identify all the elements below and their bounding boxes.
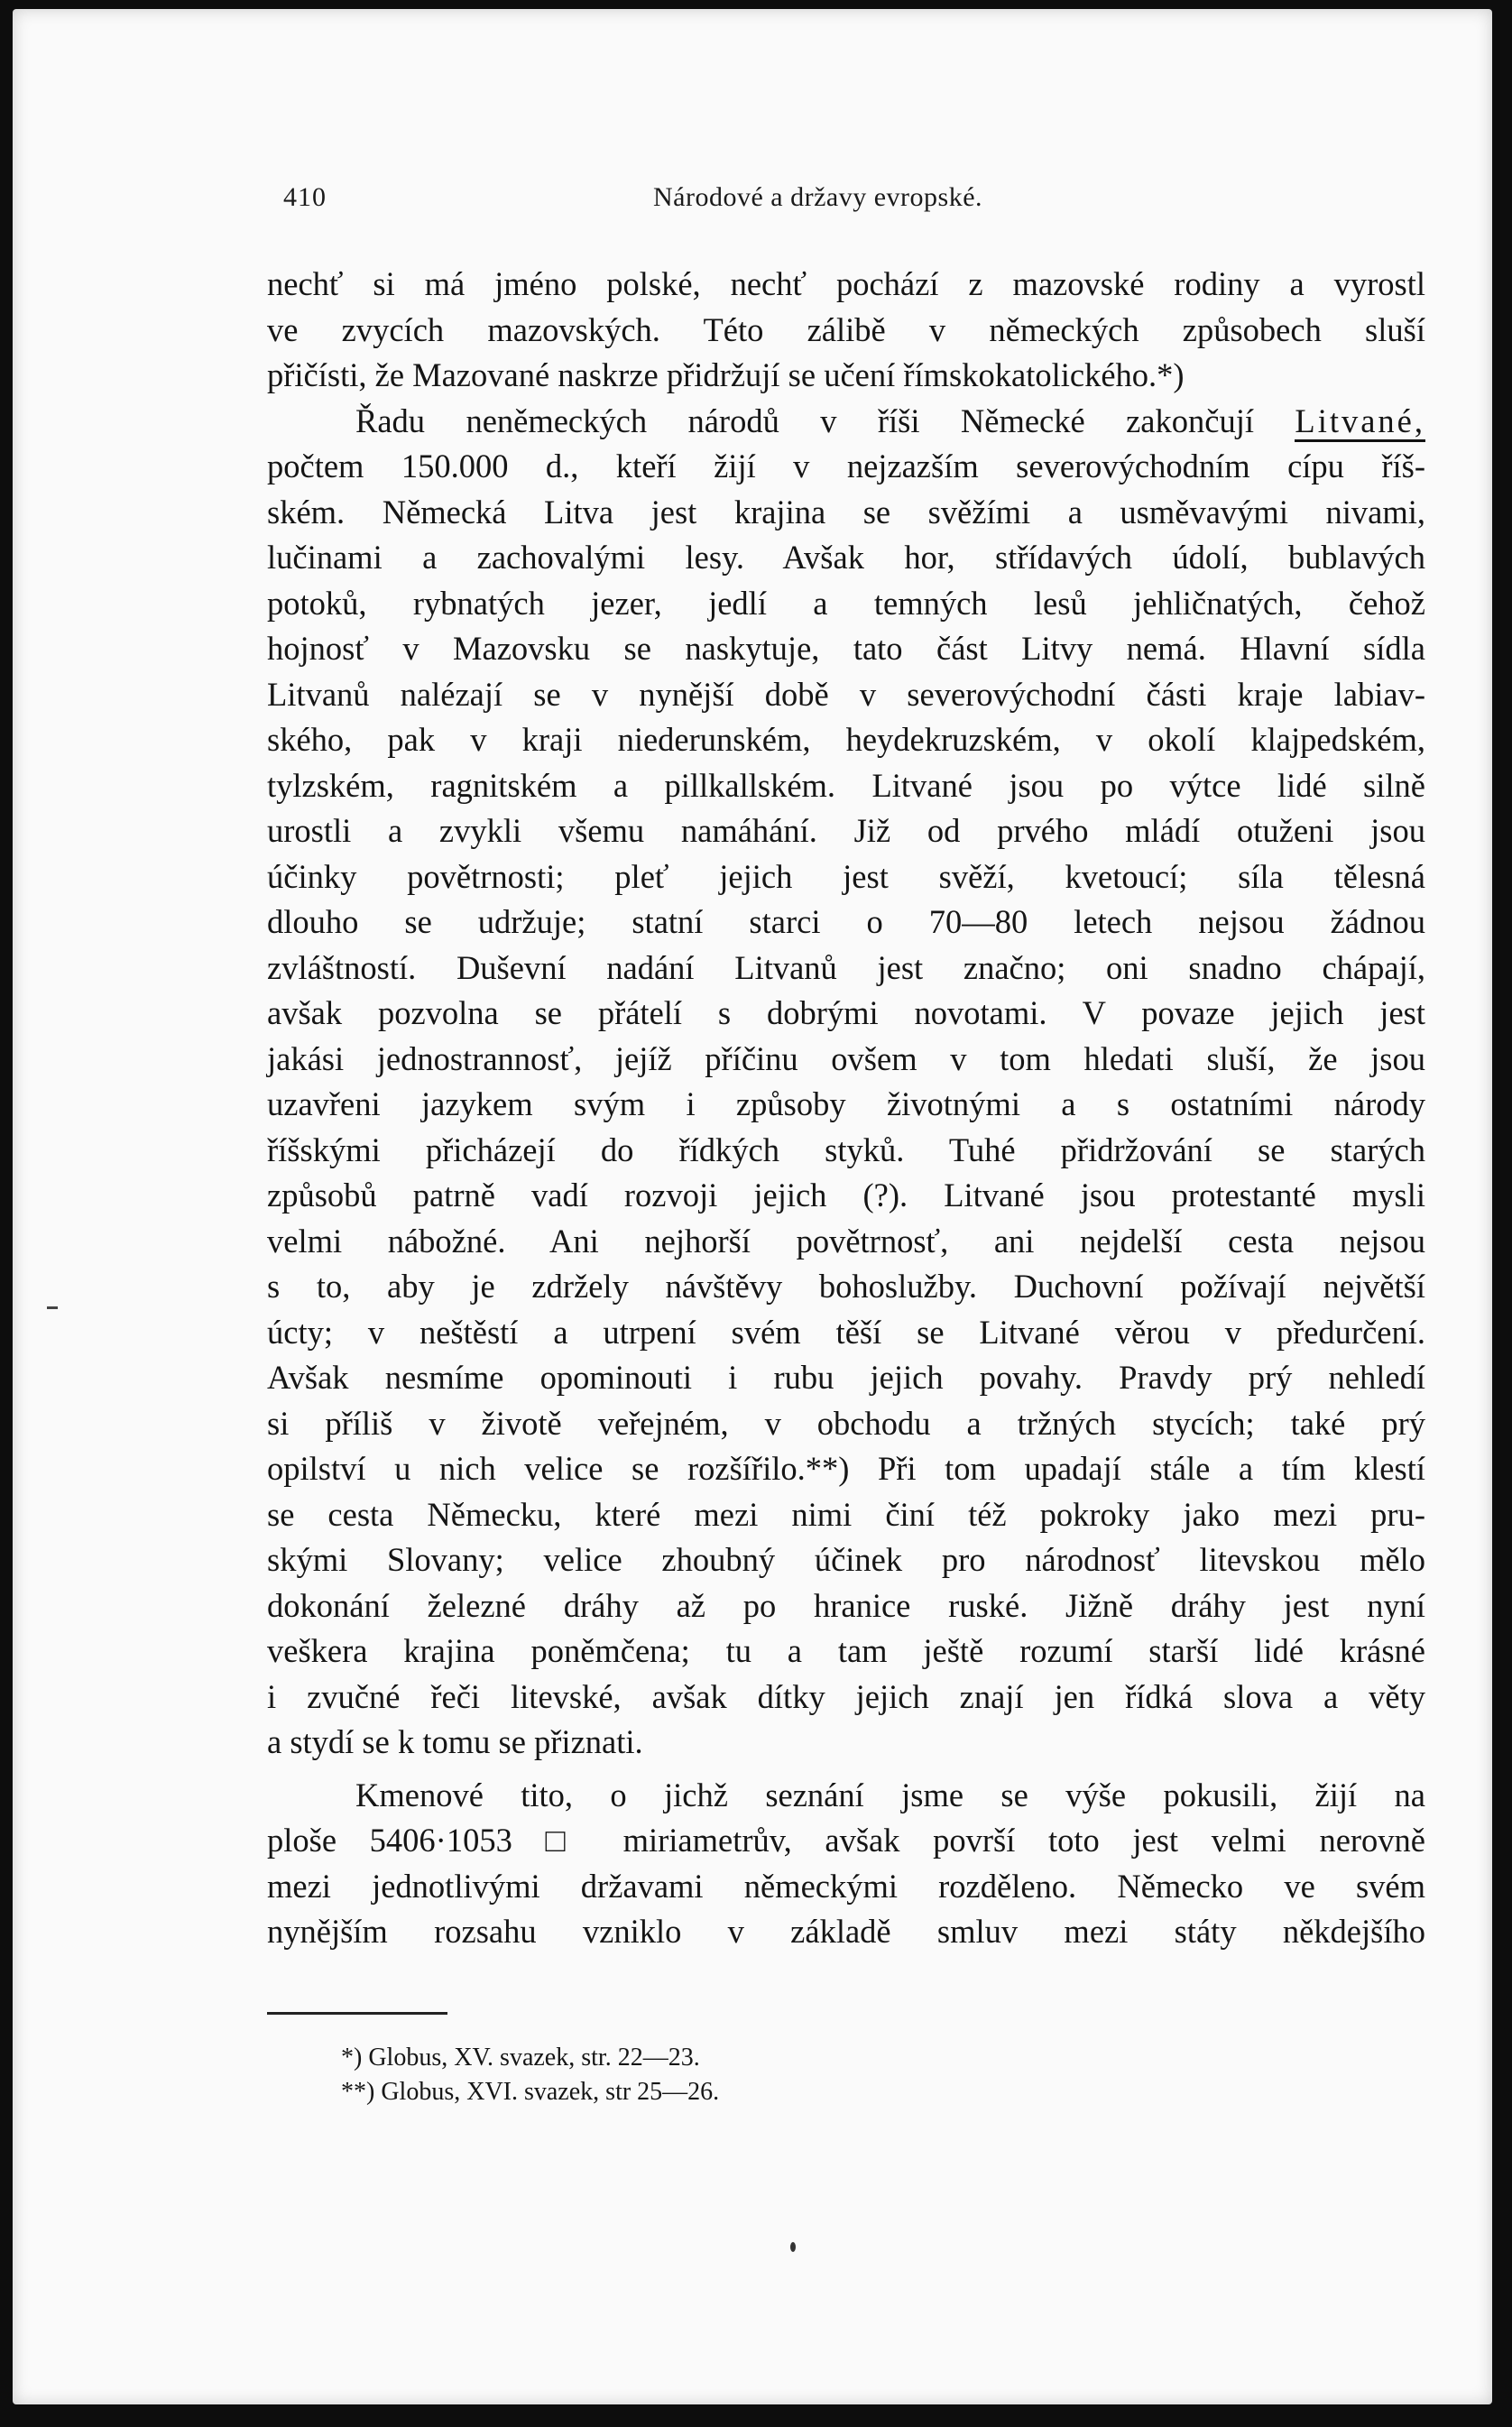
text-line: opilství u nich velice se rozšířilo.**) Při tom upadají stále a tím klestí bbox=[267, 1450, 1425, 1487]
running-title: Národové a državy evropské. bbox=[653, 182, 983, 212]
text-line: lučinami a zachovalými lesy. Avšak hor, střídavých údolí, bublavých bbox=[267, 539, 1425, 576]
text-line: urostli a zvykli všemu namáhání. Již od prvého mládí otuženi jsou bbox=[267, 812, 1425, 849]
text-line: jakási jednostrannosť, jejíž příčinu ovšem v tom hledati sluší, že jsou bbox=[267, 1039, 1425, 1077]
text-line: a stydí se k tomu se přiznati. bbox=[267, 1723, 643, 1760]
text-line: ského, pak v kraji niederunském, heydekruzském, v okolí klajpedském, bbox=[267, 721, 1425, 758]
text-line-with-emphasis bbox=[267, 399, 1425, 445]
text-line: způsobů patrně vadí rozvoji jejich (?). Litvané jsou protestanté mysli bbox=[267, 1177, 1425, 1214]
margin-mark bbox=[47, 1306, 58, 1309]
text-line: s to, aby je zdržely návštěvy bohoslužby. Duchovní požívají největší bbox=[267, 1268, 1425, 1305]
text-line: si příliš v životě veřejném, v obchodu a tržných stycích; také prý bbox=[267, 1404, 1425, 1442]
text-line: i zvučné řeči litevské, avšak dítky jejich znají jen řídká slova a věty bbox=[267, 1677, 1425, 1715]
footnote-divider bbox=[267, 2012, 447, 2015]
text-line: uzavřeni jazykem svým i způsoby životnými a s ostatními národy bbox=[267, 1085, 1425, 1122]
footnotes bbox=[341, 2041, 1063, 2109]
text-line: hojnosť v Mazovsku se naskytuje, tato část Litvy nemá. Hlavní sídla bbox=[267, 630, 1425, 667]
text-line: přičísti, že Mazované naskrze přidržují se učení římskokatolického.*) bbox=[267, 356, 1185, 393]
footnote: *) Globus, XV. svazek, str. 22—23. bbox=[341, 2044, 700, 2072]
text-line: počtem 150.000 d., kteří žijí v nejzazším severovýchodním cípu říš- bbox=[267, 448, 1425, 484]
text-line: se cesta Německu, které mezi nimi činí též pokroky jako mezi pru- bbox=[267, 1495, 1425, 1533]
text-line: nechť si má jméno polské, nechť pochází z mazovské rodiny a vyrostl bbox=[267, 265, 1425, 302]
text-line: úcty; v neštěstí a utrpení svém těší se Litvané věrou v předurčení. bbox=[267, 1313, 1425, 1351]
page-number: 410 bbox=[283, 182, 327, 212]
text-line: ploše 5406·1053 □ miriametrův, avšak površí toto jest velmi nerovně bbox=[267, 1822, 1425, 1859]
text-fragment: Řadu neněmeckých národů v říši Německé zakončují bbox=[355, 401, 1254, 439]
text-line: Avšak nesmíme opominouti i rubu jejich povahy. Pravdy prý nehledí bbox=[267, 1359, 1425, 1396]
text-line: dlouho se udržuje; statní starci o 70—80 letech nejsou žádnou bbox=[267, 903, 1425, 940]
text-line: říšskými přicházejí do řídkých styků. Tuhé přidržování se starých bbox=[267, 1130, 1425, 1168]
text-line: skými Slovany; velice zhoubný účinek pro národnosť litevskou mělo bbox=[267, 1541, 1425, 1578]
text-line: nynějším rozsahu vzniklo v základě smluv mezi státy někdejšího bbox=[267, 1913, 1425, 1950]
text-line: avšak pozvolna se přátelí s dobrými novotami. V povaze jejich jest bbox=[267, 994, 1425, 1031]
body-text bbox=[267, 262, 1425, 1955]
text-line: potoků, rybnatých jezer, jedlí a temných lesů jehličnatých, čehož bbox=[267, 584, 1425, 622]
underlined-word: Litvané, bbox=[1295, 402, 1425, 442]
footnote: **) Globus, XVI. svazek, str 25—26. bbox=[341, 2078, 720, 2106]
ink-speck bbox=[790, 2242, 796, 2252]
text-line: dokonání železné dráhy až po hranice ruské. Jižně dráhy jest nyní bbox=[267, 1586, 1425, 1624]
text-line: ve zvycích mazovských. Této zálibě v německých způsobech sluší bbox=[267, 310, 1425, 348]
text-line: velmi nábožné. Ani nejhorší povětrnosť, ani nejdelší cesta nejsou bbox=[267, 1222, 1425, 1260]
text-line: zvláštností. Duševní nadání Litvanů jest značno; oni snadno chápají, bbox=[267, 948, 1425, 986]
text-line: tylzském, ragnitském a pillkallském. Litvané jsou po výtce lidé silně bbox=[267, 766, 1425, 804]
page-header bbox=[283, 182, 1077, 218]
text-line: Kmenové tito, o jichž seznání jsme se výše pokusili, žijí na bbox=[355, 1776, 1425, 1813]
text-line: Litvanů nalézají se v nynější době v severovýchodní části kraje labiav- bbox=[267, 675, 1425, 713]
text-line: účinky povětrnosti; pleť jejich jest svěží, kvetoucí; síla tělesná bbox=[267, 857, 1425, 895]
text-line: mezi jednotlivými državami německými rozděleno. Německo ve svém bbox=[267, 1867, 1425, 1905]
text-line: veškera krajina poněmčena; tu a tam ještě rozumí starší lidé krásné bbox=[267, 1632, 1425, 1669]
text-line: ském. Německá Litva jest krajina se svěžími a usměvavými nivami, bbox=[267, 493, 1425, 531]
